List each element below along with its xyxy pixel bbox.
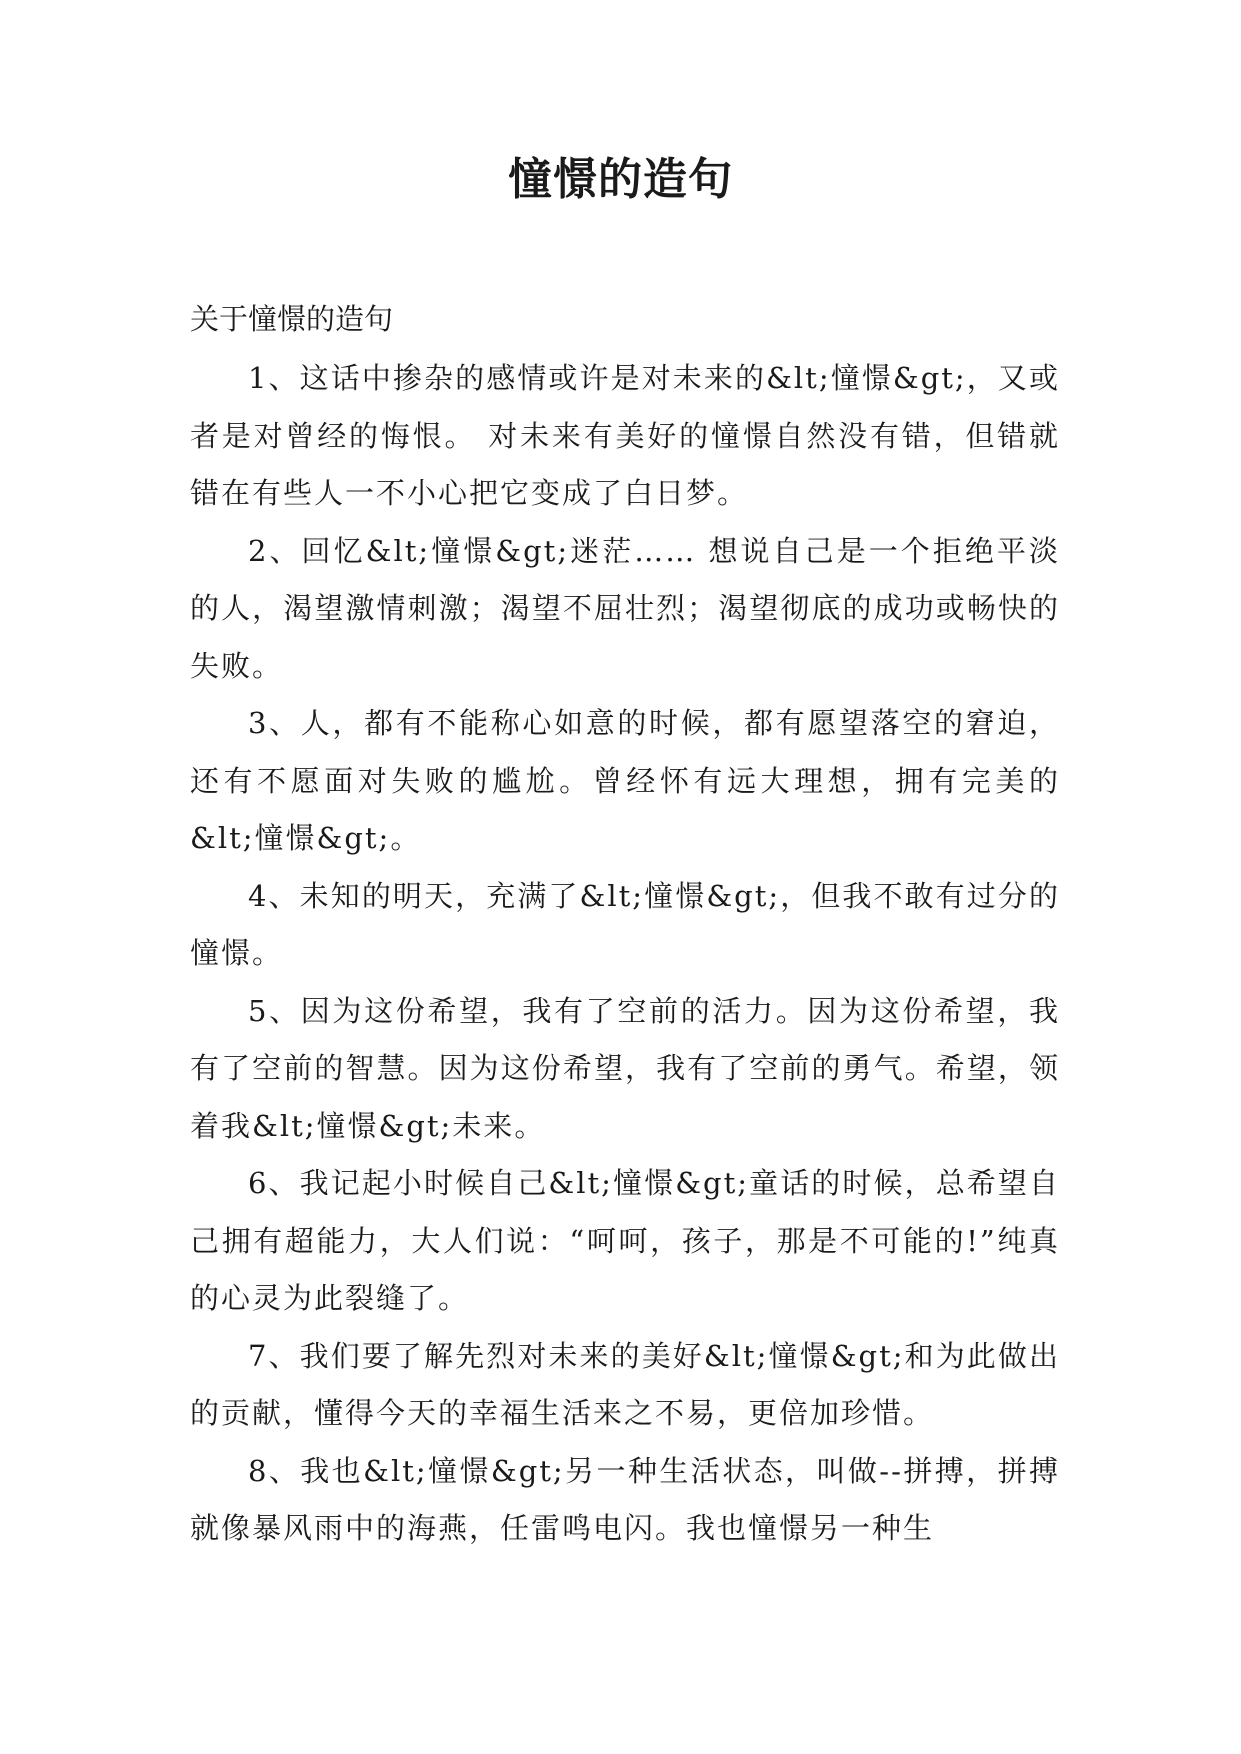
paragraph-7: 7、我们要了解先烈对未来的美好&lt;憧憬&gt;和为此做出的贡献，懂得今天的幸福生活来之不易，更倍加珍惜。: [190, 1338, 1060, 1430]
document-title: 憧憬的造句: [508, 154, 733, 205]
paragraph-4: 4、未知的明天，充满了&lt;憧憬&gt;，但我不敢有过分的憧憬。: [190, 878, 1060, 970]
document-subtitle: 关于憧憬的造句: [190, 302, 394, 336]
document-body: [190, 350, 1060, 1558]
paragraph-3: 3、人，都有不能称心如意的时候，都有愿望落空的窘迫，还有不愿面对失败的尴尬。曾经怀有远大理想，拥有完美的&lt;憧憬&gt;。: [190, 706, 1060, 855]
paragraph-8: 8、我也&lt;憧憬&gt;另一种生活状态，叫做--拼搏，拼搏就像暴风雨中的海燕，任雷鸣电闪。我也憧憬另一种生: [190, 1453, 1060, 1545]
paragraph-1: 1、这话中掺杂的感情或许是对未来的&lt;憧憬&gt;，又或者是对曾经的悔恨。 对未来有美好的憧憬自然没有错，但错就错在有些人一不小心把它变成了白日梦。: [190, 361, 1060, 510]
paragraph-6: 6、我记起小时候自己&lt;憧憬&gt;童话的时候，总希望自己拥有超能力，大人们说：“呵呵，孩子，那是不可能的!”纯真的心灵为此裂缝了。: [190, 1166, 1060, 1315]
paragraph-5: 5、因为这份希望，我有了空前的活力。因为这份希望，我有了空前的智慧。因为这份希望，我有了空前的勇气。希望，领着我&lt;憧憬&gt;未来。: [190, 993, 1060, 1143]
paragraph-2: 2、回忆&lt;憧憬&gt;迷茫…… 想说自己是一个拒绝平淡的人，渴望激情刺激；渴望不屈壮烈；渴望彻底的成功或畅快的失败。: [190, 533, 1060, 683]
